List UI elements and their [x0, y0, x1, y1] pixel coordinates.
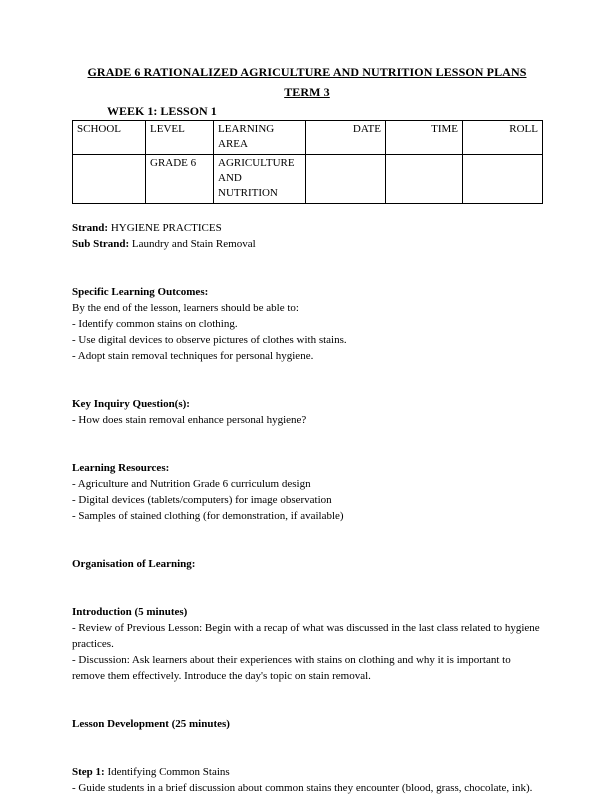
header-cell-time: TIME	[386, 121, 463, 155]
introduction-item: - Discussion: Ask learners about their experiences with stains on clothing and why it is important to remove them effectively. Introduce the day's topic on stain removal.	[72, 654, 511, 682]
strand-value: HYGIENE PRACTICES	[110, 222, 222, 234]
strand-label: Strand:	[72, 222, 109, 234]
outcomes-intro: By the end of the lesson, learners should be able to:	[72, 302, 299, 314]
header-cell-level: LEVEL	[146, 121, 214, 155]
organisation-heading: Organisation of Learning:	[72, 558, 196, 570]
header-cell-date: DATE	[306, 121, 386, 155]
document-title: GRADE 6 RATIONALIZED AGRICULTURE AND NUTRITION LESSON PLANS	[87, 65, 527, 79]
step1-line	[72, 764, 542, 780]
organisation-section	[72, 556, 542, 572]
outcome-item: - Identify common stains on clothing.	[72, 318, 238, 330]
outcome-item: - Adopt stain removal techniques for personal hygiene.	[72, 350, 314, 362]
table-header-row	[73, 121, 543, 155]
resources-section	[72, 460, 542, 524]
document-body	[72, 220, 542, 796]
key-inquiry-item: - How does stain removal enhance personal hygiene?	[72, 414, 307, 426]
cell-learning-area-value: AGRICULTURE AND NUTRITION	[214, 155, 306, 204]
header-cell-roll: ROLL	[463, 121, 543, 155]
cell-date-value	[306, 155, 386, 204]
introduction-item: - Review of Previous Lesson: Begin with a recap of what was discussed in the last class related to hygiene practices.	[72, 622, 540, 650]
lesson-development-heading: Lesson Development (25 minutes)	[72, 718, 230, 730]
introduction-heading: Introduction (5 minutes)	[72, 606, 188, 618]
resource-item: - Digital devices (tablets/computers) for image observation	[72, 494, 332, 506]
resources-heading: Learning Resources:	[72, 462, 170, 474]
lesson-info-table	[72, 120, 543, 204]
resource-item: - Agriculture and Nutrition Grade 6 curriculum design	[72, 478, 311, 490]
key-inquiry-section	[72, 396, 542, 428]
resource-item: - Samples of stained clothing (for demonstration, if available)	[72, 510, 344, 522]
cell-time-value	[386, 155, 463, 204]
step1-title: Identifying Common Stains	[107, 766, 230, 778]
strand-line	[72, 220, 542, 236]
cell-level-value: GRADE 6	[146, 155, 214, 204]
key-inquiry-heading: Key Inquiry Question(s):	[72, 398, 190, 410]
step1-label: Step 1:	[72, 766, 105, 778]
outcomes-section	[72, 284, 542, 364]
header-cell-learning-area: LEARNING AREA	[214, 121, 306, 155]
header-cell-school: SCHOOL	[73, 121, 146, 155]
table-data-row	[73, 155, 543, 204]
lesson-development-section	[72, 716, 542, 732]
strand-section	[72, 220, 542, 252]
cell-roll-value	[463, 155, 543, 204]
cell-school-value	[73, 155, 146, 204]
outcome-item: - Use digital devices to observe pictures of clothes with stains.	[72, 334, 347, 346]
step1-item: - Guide students in a brief discussion about common stains they encounter (blood, grass, chocolate, ink).	[72, 782, 533, 794]
outcomes-heading: Specific Learning Outcomes:	[72, 286, 209, 298]
step1-section	[72, 764, 542, 796]
introduction-section	[72, 604, 542, 684]
sub-strand-line	[72, 236, 542, 252]
term-heading: TERM 3	[284, 85, 330, 99]
sub-strand-label: Sub Strand:	[72, 238, 130, 250]
week-lesson-heading: WEEK 1: LESSON 1	[107, 104, 217, 118]
sub-strand-value: Laundry and Stain Removal	[131, 238, 256, 250]
